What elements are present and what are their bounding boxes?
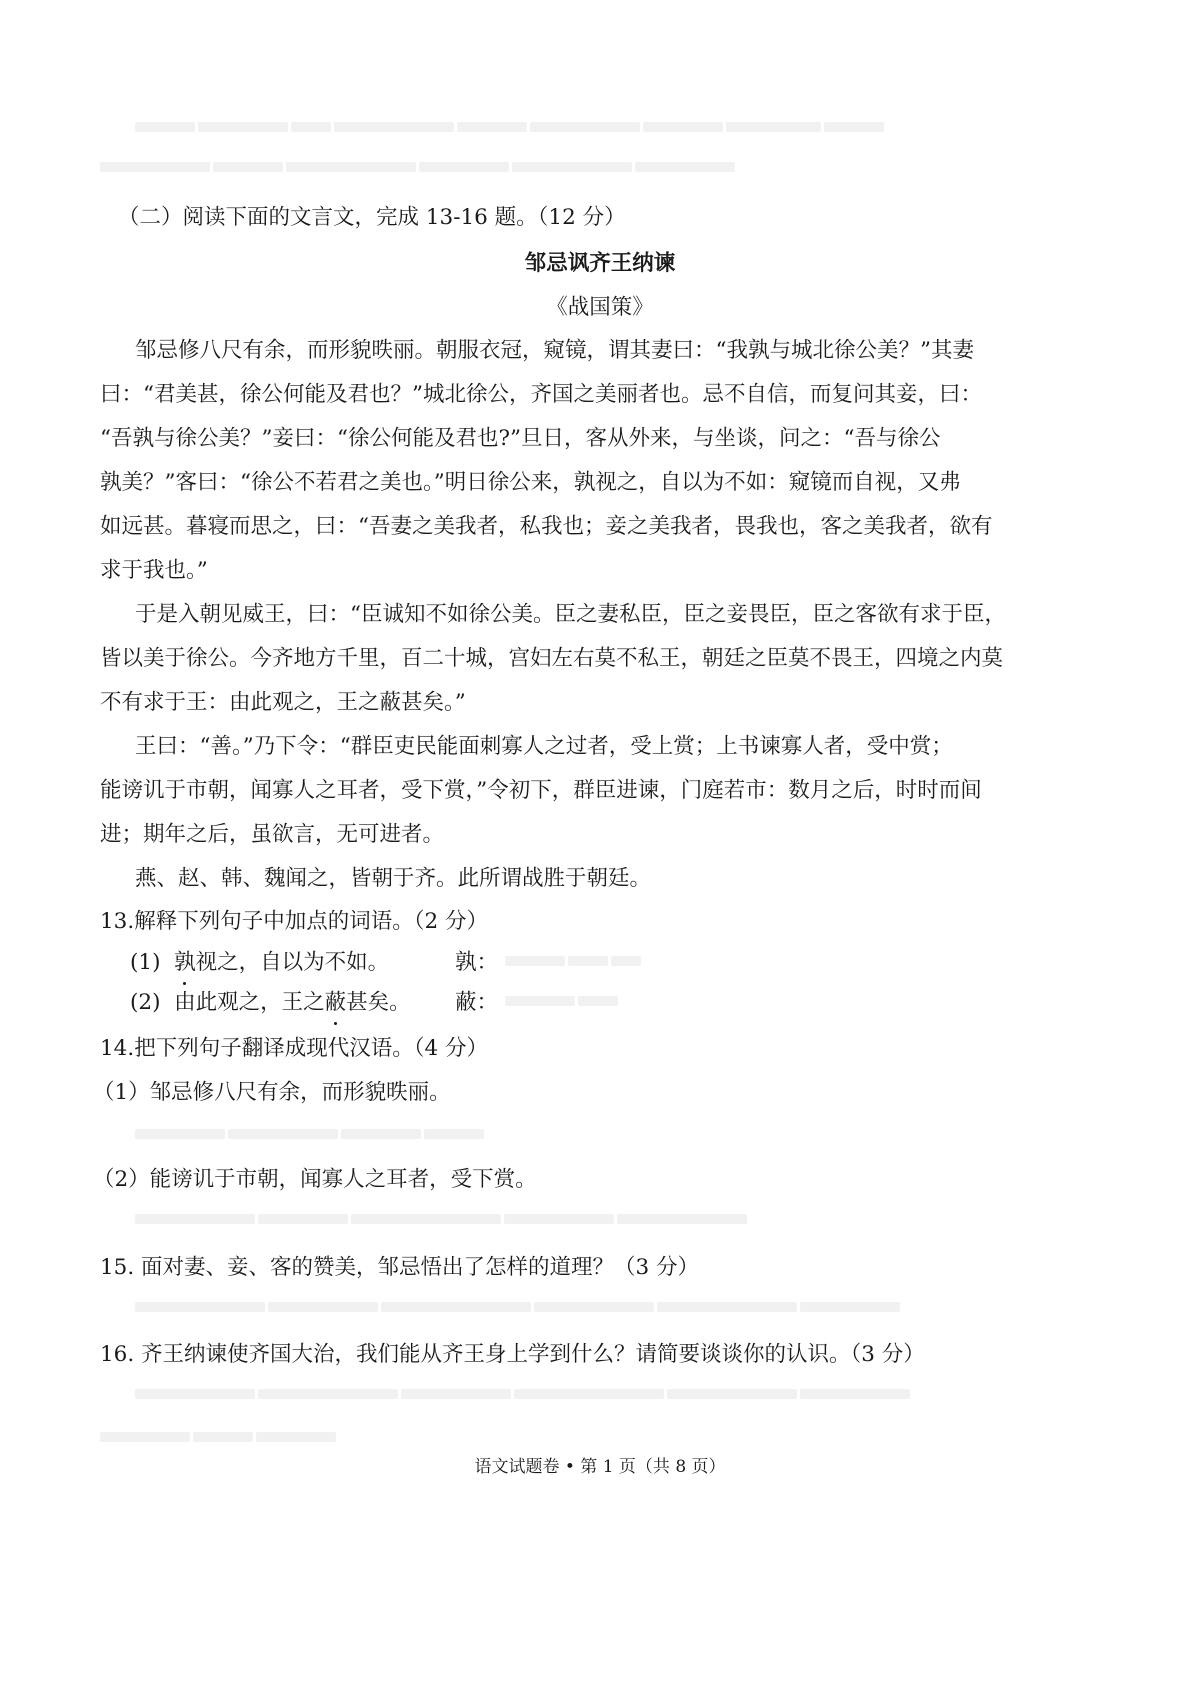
dotted-word: 孰 [174, 945, 196, 976]
passage-line: 皆以美于徐公。今齐地方千里，百二十城，宫妇左右莫不私王，朝廷之臣莫不畏王，四境之内莫 [100, 646, 1004, 671]
question-13-item-1 [130, 945, 389, 976]
answer-label: 孰： [455, 950, 499, 975]
answer-label: 蔽： [455, 990, 499, 1015]
passage-line: 燕、赵、韩、魏闻之，皆朝于齐。此所谓战胜于朝廷。 [135, 866, 652, 891]
answer-blank[interactable] [135, 1383, 1015, 1399]
passage-line: 如远甚。暮寝而思之，曰：“吾妻之美我者，私我也；妾之美我者，畏我也，客之美我者，欲有 [100, 514, 993, 539]
answer-blank[interactable] [135, 1208, 835, 1224]
question-14-stem: 14.把下列句子翻译成现代汉语。（4 分） [100, 1036, 488, 1061]
bleed-through-marks [100, 156, 840, 172]
question-15-stem: 15. 面对妻、妾、客的赞美，邹忌悟出了怎样的道理？（3 分） [100, 1255, 700, 1280]
passage-line: “吾孰与徐公美？”妾曰：“徐公何能及君也?”旦日，客从外来，与坐谈，问之：“吾与徐公 [100, 426, 941, 451]
passage-line: 求于我也。” [100, 558, 208, 583]
question-16-stem: 16. 齐王纳谏使齐国大治，我们能从齐王身上学到什么？请简要谈谈你的认识。（3 分） [100, 1342, 925, 1367]
question-14-item-1: （1）邹忌修八尺有余，而形貌昳丽。 [93, 1080, 451, 1105]
passage-source: 《战国策》 [546, 295, 654, 320]
item-sentence: 孰视之，自以为不如。 [174, 950, 389, 975]
question-13-stem: 13.解释下列句子中加点的词语。（2 分） [100, 909, 488, 934]
passage-title: 邹忌讽齐王纳谏 [524, 251, 676, 276]
question-13-item-2 [130, 985, 411, 1016]
dotted-word: 蔽 [325, 985, 347, 1016]
passage-line: 曰：“君美甚，徐公何能及君也？”城北徐公，齐国之美丽者也。忌不自信，而复问其妾，曰： [100, 382, 982, 407]
answer-blank[interactable] [505, 990, 645, 1006]
answer-blank[interactable] [135, 1296, 1015, 1312]
item-number: (1) [130, 950, 161, 975]
passage-line: 进；期年之后，虽欲言，无可进者。 [100, 822, 445, 847]
section-intro: （二）阅读下面的文言文，完成 13-16 题。（12 分） [118, 205, 626, 230]
passage-line: 于是入朝见威王，曰：“臣诚知不如徐公美。臣之妻私臣，臣之妾畏臣，臣之客欲有求于臣， [135, 602, 1006, 627]
item-sentence: 由此观之，王之蔽甚矣。 [174, 990, 411, 1015]
answer-blank[interactable] [135, 1123, 505, 1139]
passage-line: 能谤讥于市朝，闻寡人之耳者，受下赏，”令初下，群臣进谏，门庭若市：数月之后，时时而间 [100, 778, 982, 803]
passage-line: 不有求于王：由此观之，王之蔽甚矣。” [100, 690, 466, 715]
passage-line: 孰美？”客曰：“徐公不若君之美也。”明日徐公来，孰视之，自以为不如：窥镜而自视，又弗 [100, 470, 961, 495]
answer-blank[interactable] [100, 1426, 380, 1442]
item-number: (2) [130, 990, 161, 1015]
passage-line: 王曰：“善。”乃下令：“群臣吏民能面刺寡人之过者，受上赏；上书谏寡人者，受中赏； [135, 734, 953, 759]
question-14-item-2: （2）能谤讥于市朝，闻寡人之耳者，受下赏。 [93, 1167, 537, 1192]
passage-line: 邹忌修八尺有余，而形貌昳丽。朝服衣冠，窥镜，谓其妻曰：“我孰与城北徐公美？”其妻 [135, 338, 974, 363]
page-footer: 语文试题卷 • 第 1 页（共 8 页） [474, 1457, 726, 1477]
answer-blank[interactable] [505, 950, 665, 966]
bleed-through-marks [135, 116, 1015, 132]
